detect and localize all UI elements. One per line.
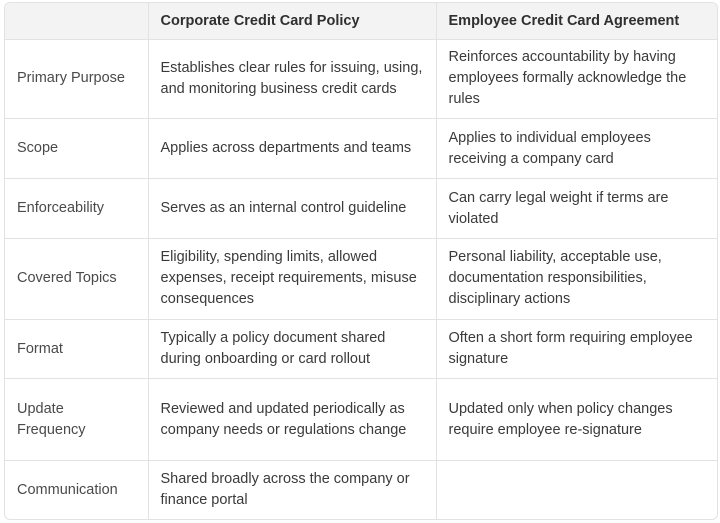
policy-cell: Applies across departments and teams <box>148 118 436 179</box>
table-row <box>5 179 717 239</box>
comparison-table <box>5 3 717 519</box>
table-header <box>5 3 717 40</box>
agreement-cell: Often a short form requiring employee signature <box>436 319 717 379</box>
policy-cell: Serves as an internal control guideline <box>148 179 436 239</box>
row-label-format: Format <box>5 319 148 379</box>
table-row <box>5 319 717 379</box>
header-row <box>5 3 717 40</box>
table-row <box>5 40 717 119</box>
header-cell-agreement: Employee Credit Card Agreement <box>436 3 717 40</box>
policy-cell: Typically a policy document shared during onboarding or card rollout <box>148 319 436 379</box>
row-label-update-frequency: Update Frequency <box>5 379 148 461</box>
table-row <box>5 239 717 320</box>
agreement-cell: Updated only when policy changes require employee re-signature <box>436 379 717 461</box>
row-label-enforceability: Enforceability <box>5 179 148 239</box>
table-row <box>5 461 717 519</box>
row-label-scope: Scope <box>5 118 148 179</box>
agreement-cell: Reinforces accountability by having employees formally acknowledge the rules <box>436 40 717 119</box>
header-cell-empty <box>5 3 148 40</box>
policy-cell: Reviewed and updated periodically as company needs or regulations change <box>148 379 436 461</box>
row-label-communication: Communication <box>5 461 148 519</box>
policy-cell: Establishes clear rules for issuing, using, and monitoring business credit cards <box>148 40 436 119</box>
policy-cell: Shared broadly across the company or finance portal <box>148 461 436 519</box>
table-row <box>5 379 717 461</box>
agreement-cell: Personal liability, acceptable use, documentation responsibilities, disciplinary actions <box>436 239 717 320</box>
comparison-table-container <box>4 2 718 520</box>
row-label-covered-topics: Covered Topics <box>5 239 148 320</box>
table-body <box>5 40 717 520</box>
agreement-cell <box>436 461 717 519</box>
agreement-cell: Can carry legal weight if terms are violated <box>436 179 717 239</box>
table-row <box>5 118 717 179</box>
header-cell-policy: Corporate Credit Card Policy <box>148 3 436 40</box>
policy-cell: Eligibility, spending limits, allowed expenses, receipt requirements, misuse consequences <box>148 239 436 320</box>
agreement-cell: Applies to individual employees receiving a company card <box>436 118 717 179</box>
row-label-primary-purpose: Primary Purpose <box>5 40 148 119</box>
